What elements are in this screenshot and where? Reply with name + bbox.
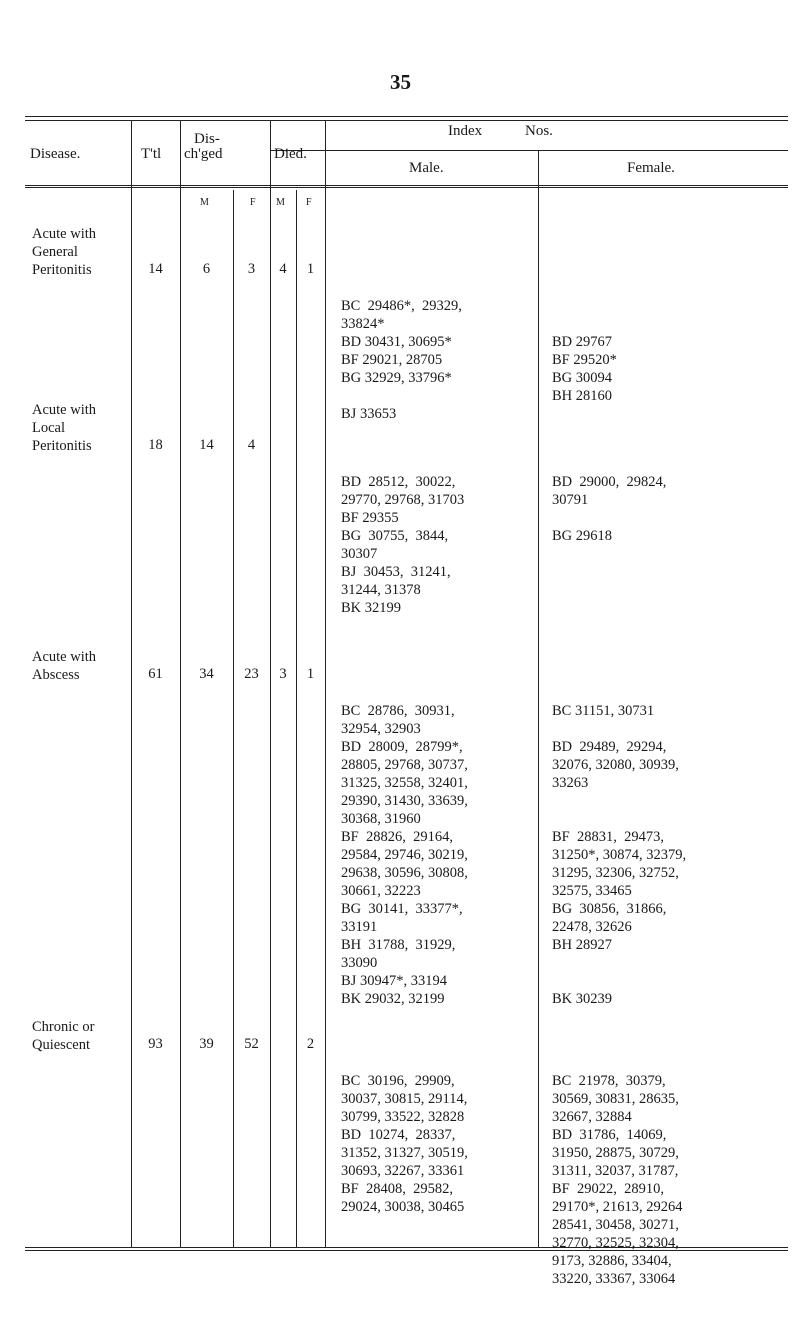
header-died-f: F (306, 197, 313, 208)
header-discharged-m: M (200, 197, 210, 208)
died-f-cell: 1 (306, 261, 315, 277)
header-nos: Nos. (525, 123, 553, 139)
female-index-cell: BD 29000, 29824, 30791 BG 29618 (552, 474, 667, 544)
discharged-m-cell: 34 (199, 666, 214, 682)
died-m-cell: 4 (279, 261, 287, 277)
died-f-cell: 2 (306, 1036, 315, 1052)
female-index-cell: BD 29767 BF 29520* BG 30094 BH 28160 (552, 334, 617, 404)
header-disease: Disease. (30, 146, 81, 162)
header-discharged-f: F (250, 197, 257, 208)
discharged-m-cell: 14 (199, 437, 214, 453)
died-m-cell (270, 1036, 296, 1053)
disease-cell: Chronic or Quiescent (32, 1019, 95, 1053)
died-f-cell: 1 (306, 666, 315, 682)
total-cell: 61 (148, 666, 163, 682)
page-number: 35 (390, 70, 411, 94)
male-index-cell: BC 29486*, 29329, 33824* BD 30431, 30695* BF 29021, 28705 BG 32929, 33796* BJ 33653 (341, 298, 462, 422)
discharged-m-cell: 6 (202, 261, 211, 277)
header-female: Female. (627, 160, 675, 176)
total-cell: 93 (148, 1036, 163, 1052)
female-index-cell: BC 31151, 30731 BD 29489, 29294, 32076, 32080, 30939, 33263 BF 28831, 29473, 31250*, 30874, 32379, 31295, 32306, 32752, 32575, 33465 BG 30856, 31866, 22478, 32626 BH 28927 BK 30239 (552, 703, 687, 1007)
died-f-cell (296, 437, 325, 454)
header-total: T'tl (141, 146, 162, 162)
discharged-f-cell: 3 (247, 261, 256, 277)
total-cell: 14 (148, 261, 163, 277)
disease-cell: Acute with Abscess (32, 649, 97, 683)
header-index: Index (448, 123, 483, 139)
female-index-cell: BC 21978, 30379, 30569, 30831, 28635, 32667, 32884 BD 31786, 14069, 31950, 28875, 30729, 31311, 32037, 31787, BF 29022, 28910, 29170*, 21613, 29264 28541, 30458, 30271, 32770, 32525, 32304, 9173, 32886, 33404, 33220, 33367, 33064 (552, 1073, 683, 1287)
discharged-m-cell: 39 (199, 1036, 214, 1052)
died-m-cell (270, 437, 296, 454)
male-index-cell: BC 30196, 29909, 30037, 30815, 29114, 30799, 33522, 32828 BD 10274, 28337, 31352, 31327, 30519, 30693, 32267, 33361 BF 28408, 29582, 29024, 30038, 30465 (341, 1073, 468, 1215)
discharged-f-cell: 52 (244, 1036, 259, 1052)
disease-cell: Acute with Local Peritonitis (32, 402, 97, 454)
header-died: Died. (274, 146, 307, 162)
died-m-cell: 3 (279, 666, 287, 682)
total-cell: 18 (148, 437, 163, 453)
header-died-m: M (276, 197, 286, 208)
header-male: Male. (409, 160, 444, 176)
male-index-cell: BD 28512, 30022, 29770, 29768, 31703 BF 29355 BG 30755, 3844, 30307 BJ 30453, 31241, 31244, 31378 BK 32199 (341, 474, 465, 616)
discharged-f-cell: 23 (244, 666, 259, 682)
disease-cell: Acute with General Peritonitis (32, 226, 97, 278)
header-discharged-line1: Dis- (194, 131, 220, 147)
header-discharged-line2: ch'ged (184, 146, 223, 162)
male-index-cell: BC 28786, 30931, 32954, 32903 BD 28009, 28799*, 28805, 29768, 30737, 31325, 32558, 32401, 29390, 31430, 33639, 30368, 31960 BF 28826, 29164, 29584, 29746, 30219, 29638, 30596, 30808, 30661, 32223 BG 30141, 33377*, 33191 BH 31788, 31929, 33090 BJ 30947*, 33194 BK 29032, 32199 (341, 703, 468, 1007)
discharged-f-cell: 4 (247, 437, 256, 453)
